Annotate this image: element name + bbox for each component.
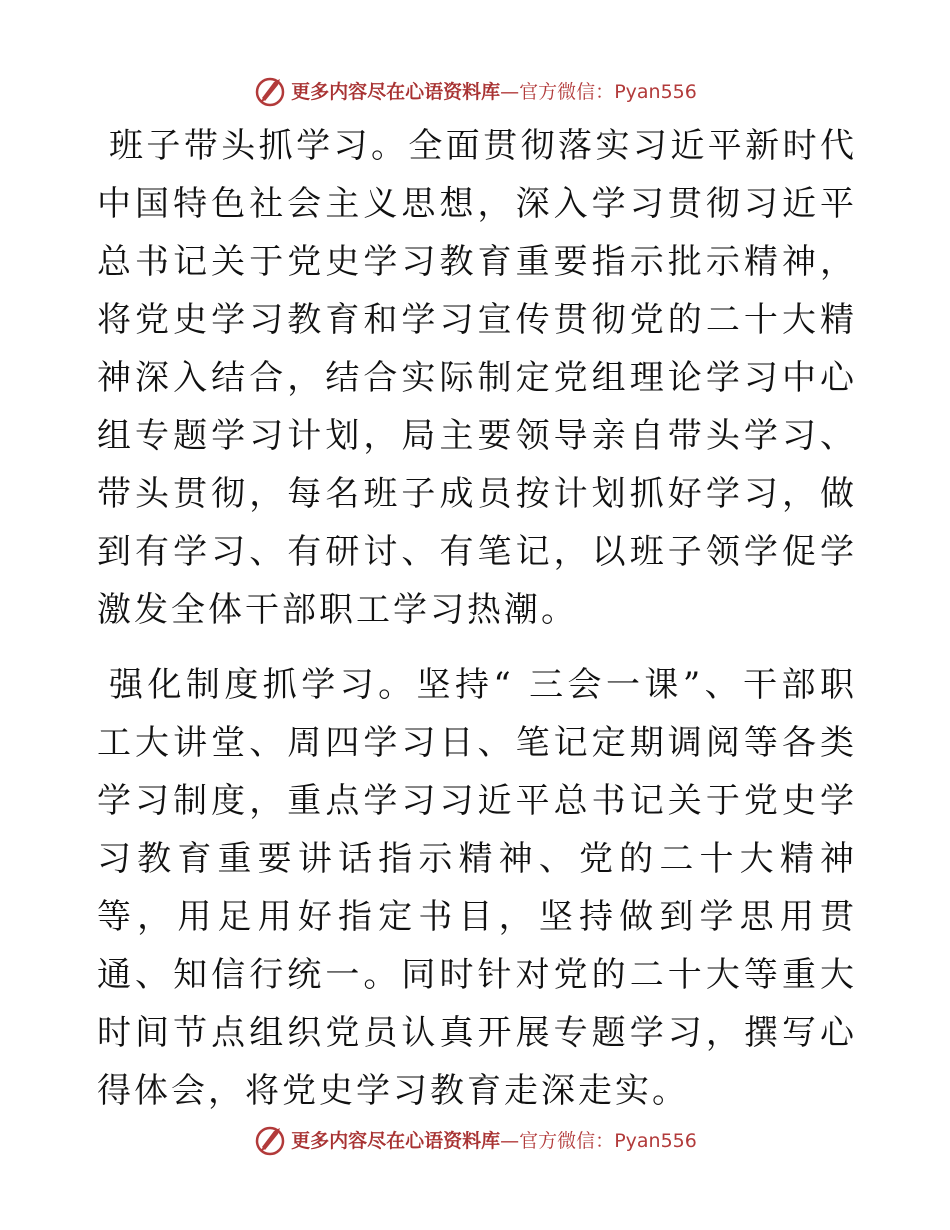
banner-wechat-label: 官方微信：: [519, 80, 615, 103]
header-banner: [0, 70, 950, 110]
paragraph-leadership-study: 班子带头抓学习。全面贯彻落实习近平新时代中国特色社会主义思想，深入学习贯彻习近平总书记关于党史学习教育重要指示批示精神，将党史学习教育和学习宣传贯彻党的二十大精神深入结合，结合实际制定党组理论学习中心组专题学习计划，局主要领导亲自带头学习、带头贯彻，每名班子成员按计划抓好学习，做到有学习、有研讨、有笔记，以班子领学促学激发全体干部职工学习热潮。: [97, 126, 857, 630]
banner-slogan: 更多内容尽在心语资料库: [291, 80, 501, 103]
paragraph-system-study: 强化制度抓学习。坚持“ 三会一课”、干部职工大讲堂、周四学习日、笔记定期调阅等各类学习制度，重点学习习近平总书记关于党史学习教育重要讲话指示精神、党的二十大精神等，用足用好指定书目，坚持做到学思用贯通、知信行统一。同时针对党的二十大等重大时间节点组织党员认真开展专题学习，撰写心得体会，将党史学习教育走深走实。: [97, 665, 857, 1111]
banner-text: [291, 1126, 697, 1153]
banner-text: [291, 77, 697, 104]
banner-wechat-id: Pyan556: [614, 80, 697, 103]
banner-dash: —: [500, 80, 520, 103]
banner-dash: —: [500, 1129, 520, 1152]
pen-nib-logo-icon: [253, 1122, 287, 1156]
footer-banner: [0, 1119, 950, 1159]
banner-wechat-id: Pyan556: [614, 1129, 697, 1152]
pen-nib-logo-icon: [253, 73, 287, 107]
banner-wechat-label: 官方微信：: [519, 1129, 615, 1152]
banner-slogan: 更多内容尽在心语资料库: [291, 1129, 501, 1152]
document-body: [97, 117, 857, 1120]
